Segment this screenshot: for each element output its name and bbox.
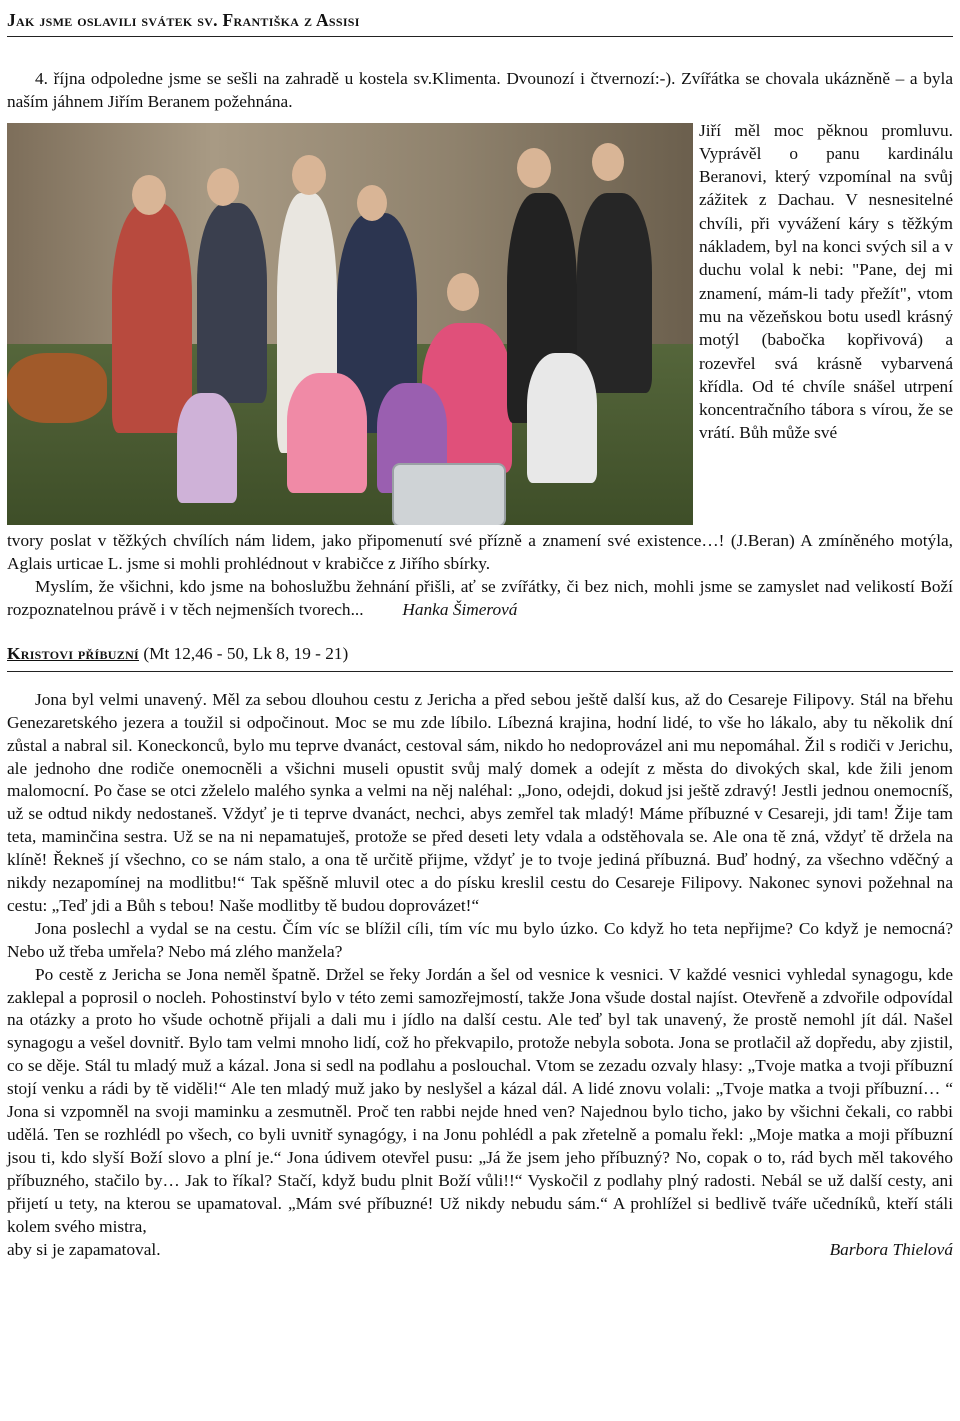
intro-paragraph: 4. října odpoledne jsme se sešli na zahradě u kostela sv.Klimenta. Dvounozí i čtvernozí:-). Zvířátka se chovala ukázněně – a byla naším jáhnem Jiřím Beranem požehnána.	[7, 69, 953, 112]
closing-text: Myslím, že všichni, kdo jsme na bohoslužbu žehnání přišli, ať se zvířátky, či bez nich, mohli jsme se zamyslet nad velikostí Boží rozpoznatelnou právě i v těch nejmenších tvorech...	[7, 577, 953, 620]
pet-carrier	[392, 463, 506, 525]
photo-face	[592, 143, 624, 181]
story-last-text: aby si je zapamatoval.	[7, 1239, 161, 1259]
section-title-text: Kristovi příbuzní	[7, 643, 140, 663]
photo-face	[447, 273, 479, 311]
page	[7, 4, 953, 1261]
author-signature: Hanka Šimerová	[402, 600, 518, 620]
photo-figure	[112, 203, 192, 433]
story-paragraph: Po cestě z Jericha se Jona neměl špatně. Držel se řeky Jordán a šel od vesnice k vesnici. V každé vesnici vyhledal synagogu, kde zaklepal a poprosil o nocleh. Pohostinství bylo v této zemi samozřejmostí, takže Jona všude dostal najíst. Otevřeně a zdvořile odpovídal na otázky a proto ho všude ochotně přijali a dali mu i jídlo na další cestu. Ale teď byl tak unavený, že prostě nemohl jít dál. Našel synagogu a vešel dovnitř. Bylo tam velmi mnoho lidí, což ho překvapilo, protože nebyla sobota. Jona se protlačil až dopředu, aby zjistil, co se děje. Stál tu mladý muž a kázal. Jona si sedl na podlahu a poslouchal. Vtom se zezadu ozvaly hlasy: „Tvoje matka a tvoji příbuzní stojí venku a rádi by tě viděli!“ Ale ten mladý muž jako by neslyšel a kázal dál. A lidé znovu volali: „Tvoje matka a tvoji příbuzní… “ Jona si vzpomněl na svoji maminku a zesmutněl. Proč ten rabbi nejde hned ven? Najednou bylo ticho, jako by všichni čekali, co rabbi udělá. Ten se rozhlédl po všech, co byli uvnitř synagógy, i na Jonu pohlédl a pak zřetelně a pomalu řekl: „Moje matka a moji příbuzní jsou ti, kdo slyší Boží slovo a plní je.“ Jona údivem otevřel pusu: „Já že jsem jeho příbuzný? No, copak o to, rád bych měl takového příbuzného, stačilo by… Jak to říkal? Stačí, když budu plnit Boží vůli!!“ Vyskočil z podlahy plný radosti. Nebál se už další cesty, ani přijetí u tety, na kterou se upamatoval. „Mám své příbuzné! Už nikdy nebudu sám.“ A prohlížel si bedlivě tváře učedníků, kteří stáli kolem svého mistra,	[7, 964, 953, 1236]
bible-reference: (Mt 12,46 - 50, Lk 8, 19 - 21)	[143, 643, 349, 663]
photo-face	[207, 168, 239, 206]
section-title: Jak jsme oslavili svátek sv. Františka z Assisi	[7, 4, 953, 37]
story-paragraph: Jona byl velmi unavený. Měl za sebou dlouhou cestu z Jericha a před sebou ještě další kus, až do Cesareje Filipovy. Stál na břehu Genezaretského jezera a toužil si odpočinout. Moc se mu zde líbilo. Líbezná krajina, hodní lidé, to vše ho lákalo, aby tu několik dní zůstal a nabral sil. Koneckonců, bylo mu teprve dvanáct, cestoval sám, nikdo ho nedoprovázel ani mu nepomáhal. Žil s rodiči v Jerichu, ale jednoho dne rodiče onemocněli a všichni museli opustit svůj malý domek a odejít z města do divokých skal, kde žili jenom malomocní. Po čase se otci zželelo malého synka a velmi na něj naléhal: „Jono, odejdi, dokud jsi ještě zdravý! Jestli jednou onemocníš, už se odtud nikdy nedostaneš. Vždyť je ti teprve dvanáct, nechci, abys zemřel tak mladý! Máme příbuzné v Cesareji, jdi tam! Žije tam teta, maminčina sestra. Už se na ni nepamatuješ, protože se před deseti lety vdala a odstěhovala se. Ale ona tě zná, vždyť tě držela na klíně! Řekneš jí všechno, co se nám stalo, a ona tě určitě přijme, vždyť je to tvoje jediná příbuzná. Buď hodný, za všechno vděčný a nikdy nezapomínej na modlitbu!“ Tak spěšně mluvil otec a do písku kreslil cestu do Cesareje Filipovy. Nakonec synovi požehnal na cestu: „Teď jdi a Bůh s tebou! Naše modlitby tě budou doprovázet!“	[7, 689, 953, 915]
continuation-paragraph: tvory poslat v těžkých chvílích nám lidem, jako připomenutí své přízně a znamení své existence…! (J.Beran) A zmíněného motýla, Aglais urticae L. jsme si mohli prohlédnout v krabičce z Jiřího sbírky.	[7, 530, 953, 573]
side-text: Jiří měl moc pěknou promluvu. Vyprávěl o panu kardinálu Beranovi, který vzpomínal na svůj zážitek z Dachau. V nesnesitelné chvíli, při vyvážení káry s těžkým nákladem, byl na konci svých sil a v duchu volal k nebi: "Pane, dej mi znamení, mám-li tady přežít", vtom mu na vězeňskou botu usedl krásný motýl (babočka kopřivová) a rozevřel svá krásně vybarvená křídla. Od té chvíle snášel utrpení koncentračního tábora s vírou, že se vrátí. Bůh může své	[699, 120, 953, 443]
photo-row	[7, 119, 953, 529]
photo-figure	[197, 203, 267, 403]
section-title	[7, 641, 953, 672]
story-last-line	[7, 1239, 953, 1262]
photo-face	[357, 185, 387, 221]
photo-figure	[577, 193, 652, 393]
author-signature: Barbora Thielová	[829, 1239, 953, 1259]
story	[7, 689, 953, 1262]
photo-figure	[527, 353, 597, 483]
photo-face	[517, 148, 551, 188]
photo-dog	[7, 353, 107, 423]
closing-paragraph	[7, 575, 953, 622]
photo-face	[292, 155, 326, 195]
story-paragraph: Jona poslechl a vydal se na cestu. Čím víc se blížil cíli, tím víc mu bylo úzko. Co když ho teta nepřijme? Co když je nemocná? Nebo už třeba umřela? Nebo má zlého manžela?	[7, 918, 953, 961]
photo-figure	[287, 373, 367, 493]
photo-figure	[177, 393, 237, 503]
photo-face	[132, 175, 166, 215]
group-photo	[7, 123, 693, 525]
